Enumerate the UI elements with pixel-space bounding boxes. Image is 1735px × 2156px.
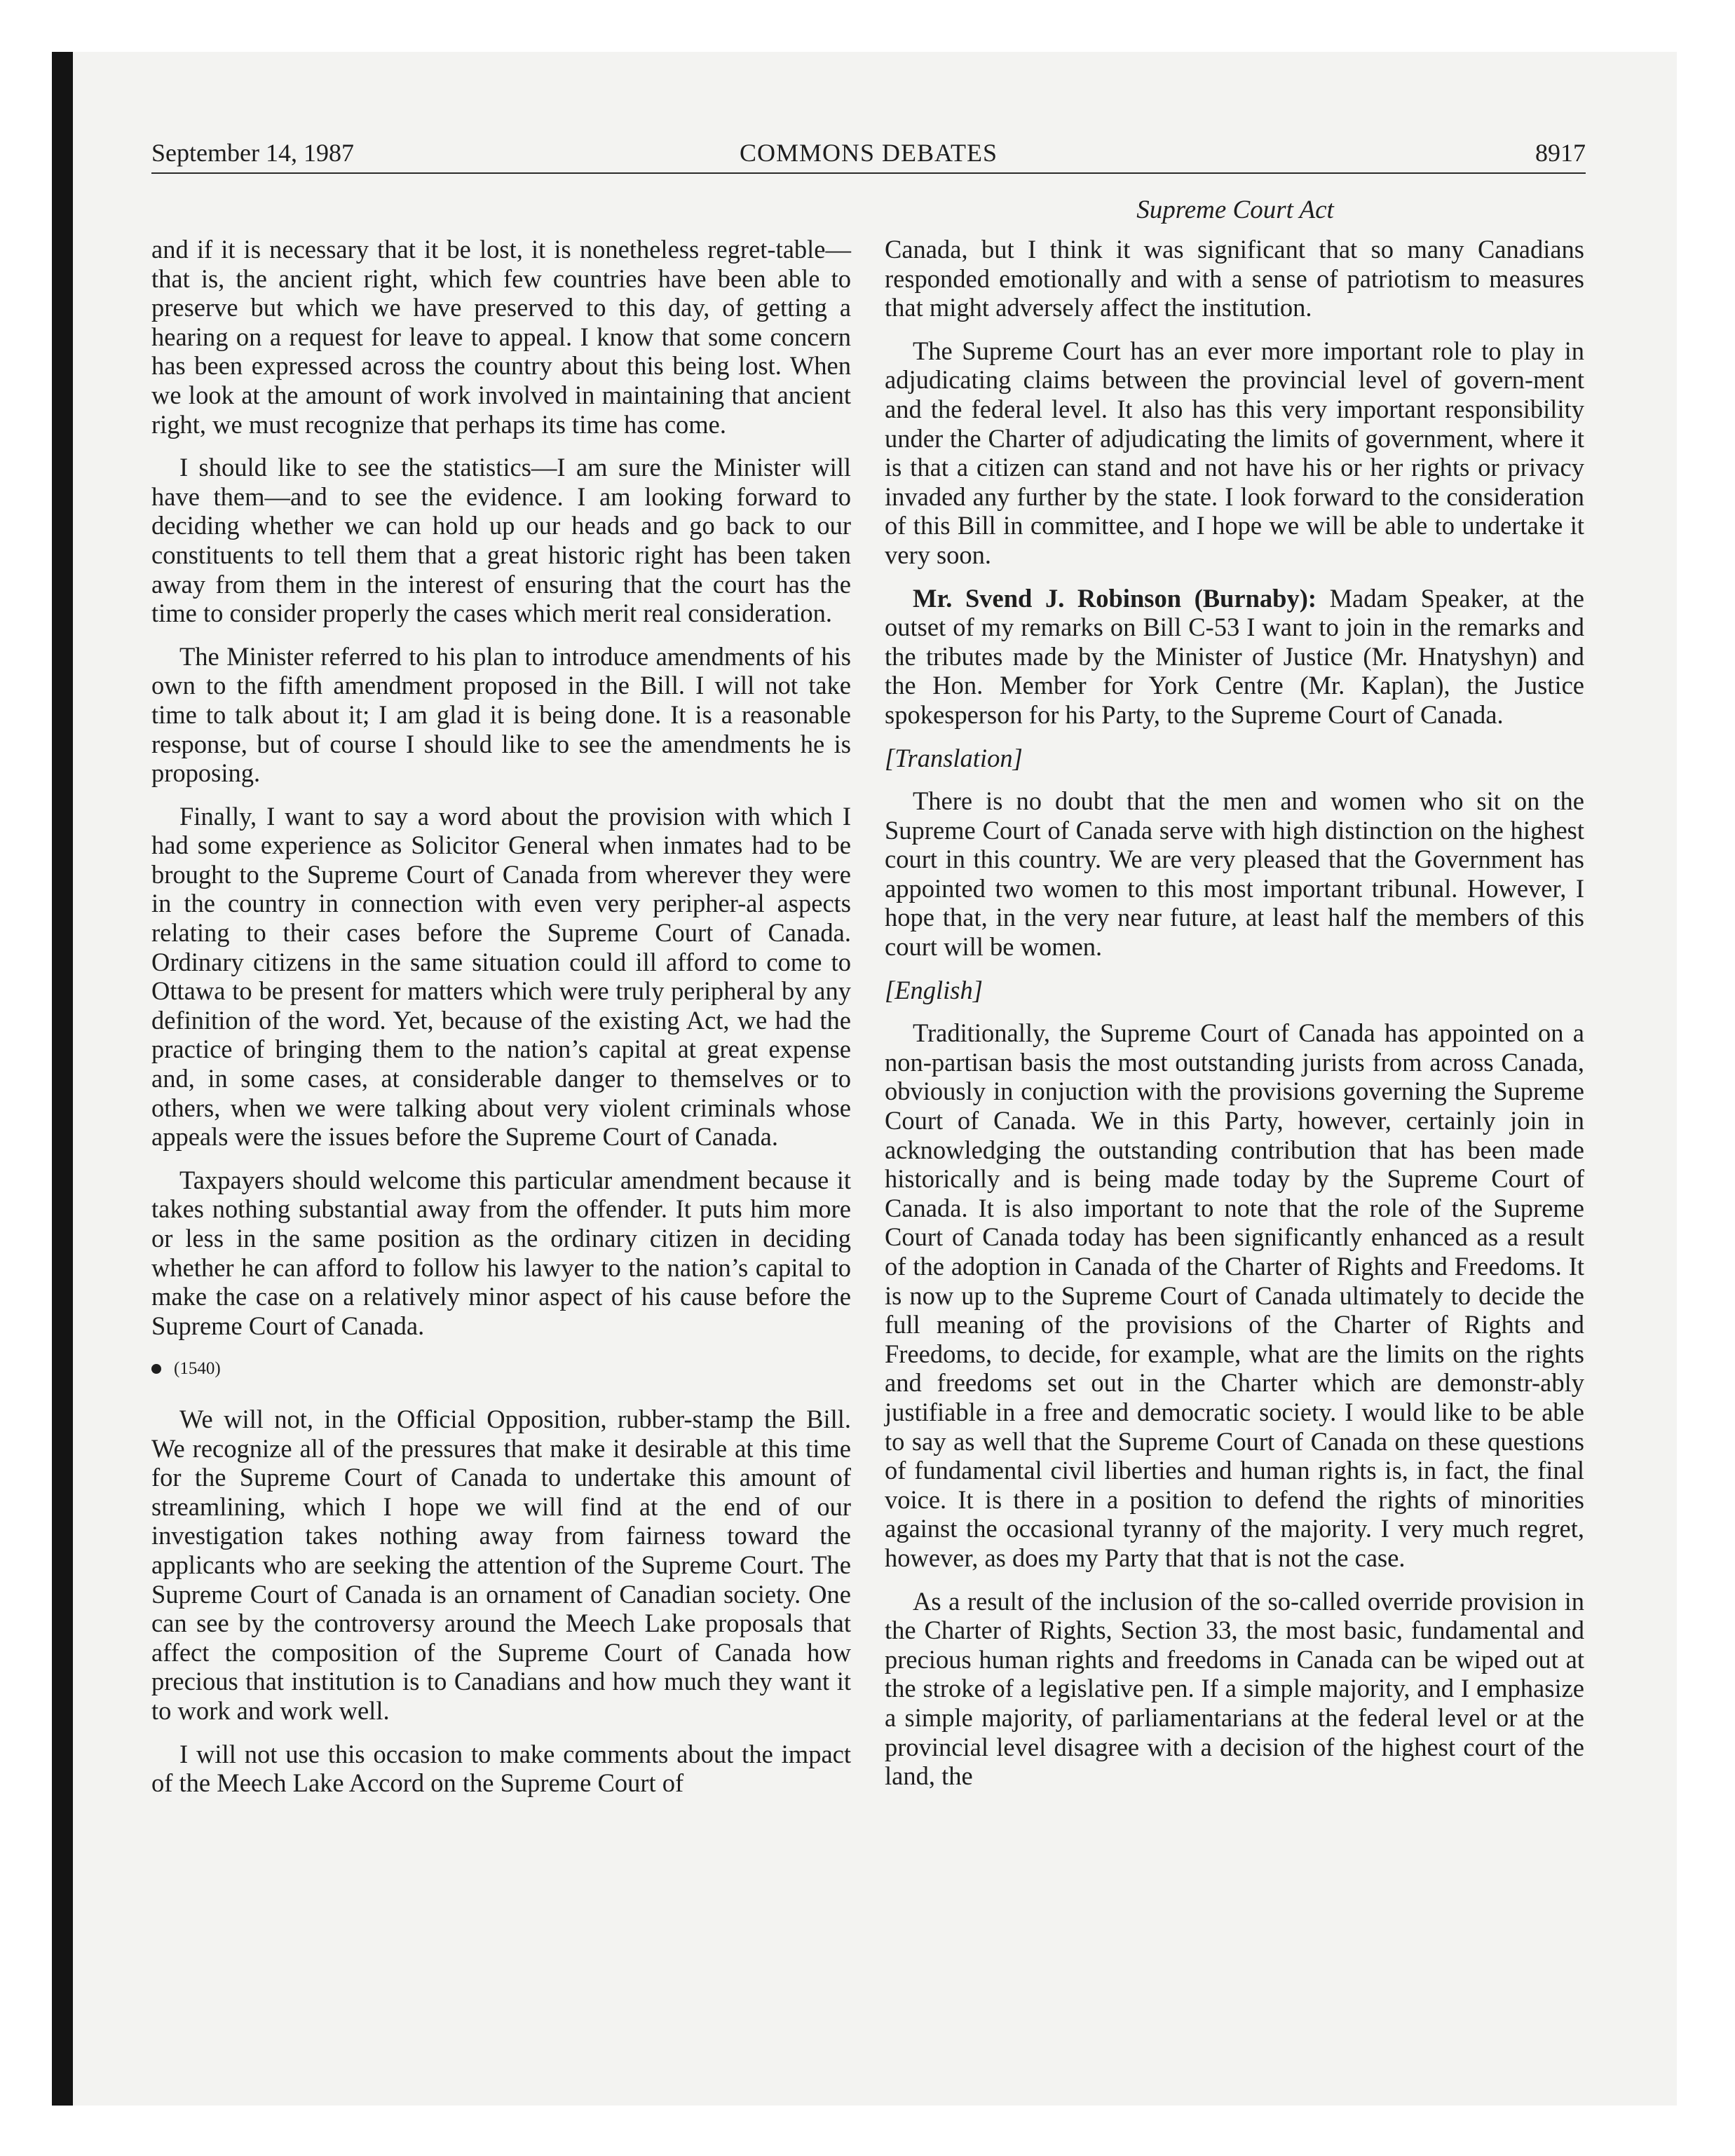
left-column xyxy=(151,235,851,1812)
paragraph: We will not, in the Official Opposition, rubber-stamp the Bill. We recognize all of the pressures that make it desirable at this time for the Supreme Court of Canada to undertake this amount of streamlining, which I hope we will find at the end of our investigation takes nothing away from fairness toward the applicants who are seeking the attention of the Supreme Court. The Supreme Court of Canada is an ornament of Canadian society. One can see by the controversy around the Meech Lake proposals that affect the composition of the Supreme Court of Canada how precious that institution is to Canadians and how much they want it to work and work well. xyxy=(151,1404,851,1725)
header-title: COMMONS DEBATES xyxy=(739,139,998,167)
time-marker-text: (1540) xyxy=(174,1359,221,1379)
paragraph: As a result of the inclusion of the so-called override provision in the Charter of Rights, Section 33, the most basic, fundamental and precious human rights and freedoms in Canada can be wiped out at the stroke of a legislative pen. If a simple majority, and I emphasize a simple majority, of parliamentarians at the federal level or at the provincial level disagree with a decision of the highest court of the land, the xyxy=(885,1586,1584,1791)
header-date: September 14, 1987 xyxy=(151,139,354,167)
right-column xyxy=(885,235,1584,1805)
speaker-name: Mr. Svend J. Robinson (Burnaby): xyxy=(913,583,1316,613)
subject-heading: Supreme Court Act xyxy=(1136,196,1334,224)
paragraph: Canada, but I think it was significant that so many Canadians responded emotionally and with a sense of patriotism to measures that might adversely affect the institution. xyxy=(885,235,1584,322)
paragraph: I will not use this occasion to make comments about the impact of the Meech Lake Accord on the Supreme Court of xyxy=(151,1739,851,1798)
paragraph: The Supreme Court has an ever more important role to play in adjudicating claims between the provincial level of govern-ment and the federal level. It also has this very important responsibility under the Charter of adjudicating the limits of government, where it is that a citizen can stand and not have his or her rights or privacy invaded any further by the state. I look forward to the consideration of this Bill in committee, and I hope we will be able to undertake it very soon. xyxy=(885,336,1584,569)
bullet-icon xyxy=(151,1364,161,1374)
speaker-remarks: Madam Speaker, at the outset of my remarks on Bill C-53 I want to join in the remarks and the tributes made by the Minister of Justice (Mr. Hnatyshyn) and the Hon. Member for York Centre (Mr. Kaplan), the Justice spokesperson for his Party, to the Supreme Court of Canada. xyxy=(885,583,1584,729)
paragraph: Finally, I want to say a word about the provision with which I had some experience as Solicitor General when inmates had to be brought to the Supreme Court of Canada from wherever they were in the country in connection with even very peripher-al aspects relating to their cases before the Supreme Court of Canada. Ordinary citizens in the same situation could ill afford to come to Ottawa to be present for matters which were truly peripheral by any definition of the word. Yet, because of the existing Act, we had the practice of bringing them to the nation’s capital at great expense and, in some cases, at considerable danger to themselves or to others, when we were talking about very violent criminals whose appeals were the issues before the Supreme Court of Canada. xyxy=(151,801,851,1152)
scan-edge-shadow xyxy=(52,52,73,2106)
header-page-number: 8917 xyxy=(1535,139,1586,167)
paragraph: Taxpayers should welcome this particular amendment because it takes nothing substantial away from the offender. It puts him more or less in the same position as the ordinary citizen in deciding whether he can afford to follow his lawyer to the nation’s capital to make the case on a relatively minor aspect of his cause before the Supreme Court of Canada. xyxy=(151,1165,851,1340)
speaker-paragraph xyxy=(885,584,1584,730)
paragraph: and if it is necessary that it be lost, it is nonetheless regret-table—that is, the ancient right, which few countries have been able to preserve but which we have preserved to this day, of getting a hearing on a request for leave to appeal. I know that some concern has been expressed across the country about this being lost. When we look at the amount of work involved in maintaining that ancient right, we must recognize that perhaps its time has come. xyxy=(151,235,851,439)
paragraph: There is no doubt that the men and women who sit on the Supreme Court of Canada serve with high distinction on the highest court in this country. We are very pleased that the Government has appointed two women to this most important tribunal. However, I hope that, in the very near future, at least half the members of this court will be women. xyxy=(885,786,1584,962)
paragraph: I should like to see the statistics—I am sure the Minister will have them—and to see the evidence. I am looking forward to deciding whether we can hold up our heads and go back to our constituents to tell them that a great historic right has been taken away from them in the interest of ensuring that the court has the time to consider properly the cases which merit real consideration. xyxy=(151,453,851,628)
time-marker xyxy=(151,1354,851,1384)
translation-label: [Translation] xyxy=(885,743,1023,772)
page-header xyxy=(151,137,1586,174)
paragraph: The Minister referred to his plan to introduce amendments of his own to the fifth amendment proposed in the Bill. I will not take time to talk about it; I am glad it is being done. It is a reasonable response, but of course I should like to see the amendments he is proposing. xyxy=(151,641,851,788)
english-label: [English] xyxy=(885,975,983,1004)
paragraph: Traditionally, the Supreme Court of Canada has appointed on a non-partisan basis the most outstanding jurists from across Canada, obviously in conjuction with the provisions governing the Supreme Court of Canada. We in this Party, however, certainly join in acknowledging the outstanding contribution that has been made historically and is being made today by the Supreme Court of Canada. It is also important to note that the role of the Supreme Court of Canada today has been significantly enhanced as a result of the adoption in Canada of the Charter of Rights and Freedoms. It is now up to the Supreme Court of Canada ultimately to decide the full meaning of the provisions of the Charter of Rights and Freedoms, to decide, for example, what are the limits on the rights and freedoms set out in the Charter which are demonstr-ably justifiable in a free and democratic society. I would like to be able to say as well that the Supreme Court of Canada on these questions of fundamental civil liberties and human rights is, in fact, the final voice. It is there in a position to defend the rights of minorities against the occasional tyranny of the majority. I very much regret, however, as does my Party that that is not the case. xyxy=(885,1018,1584,1572)
